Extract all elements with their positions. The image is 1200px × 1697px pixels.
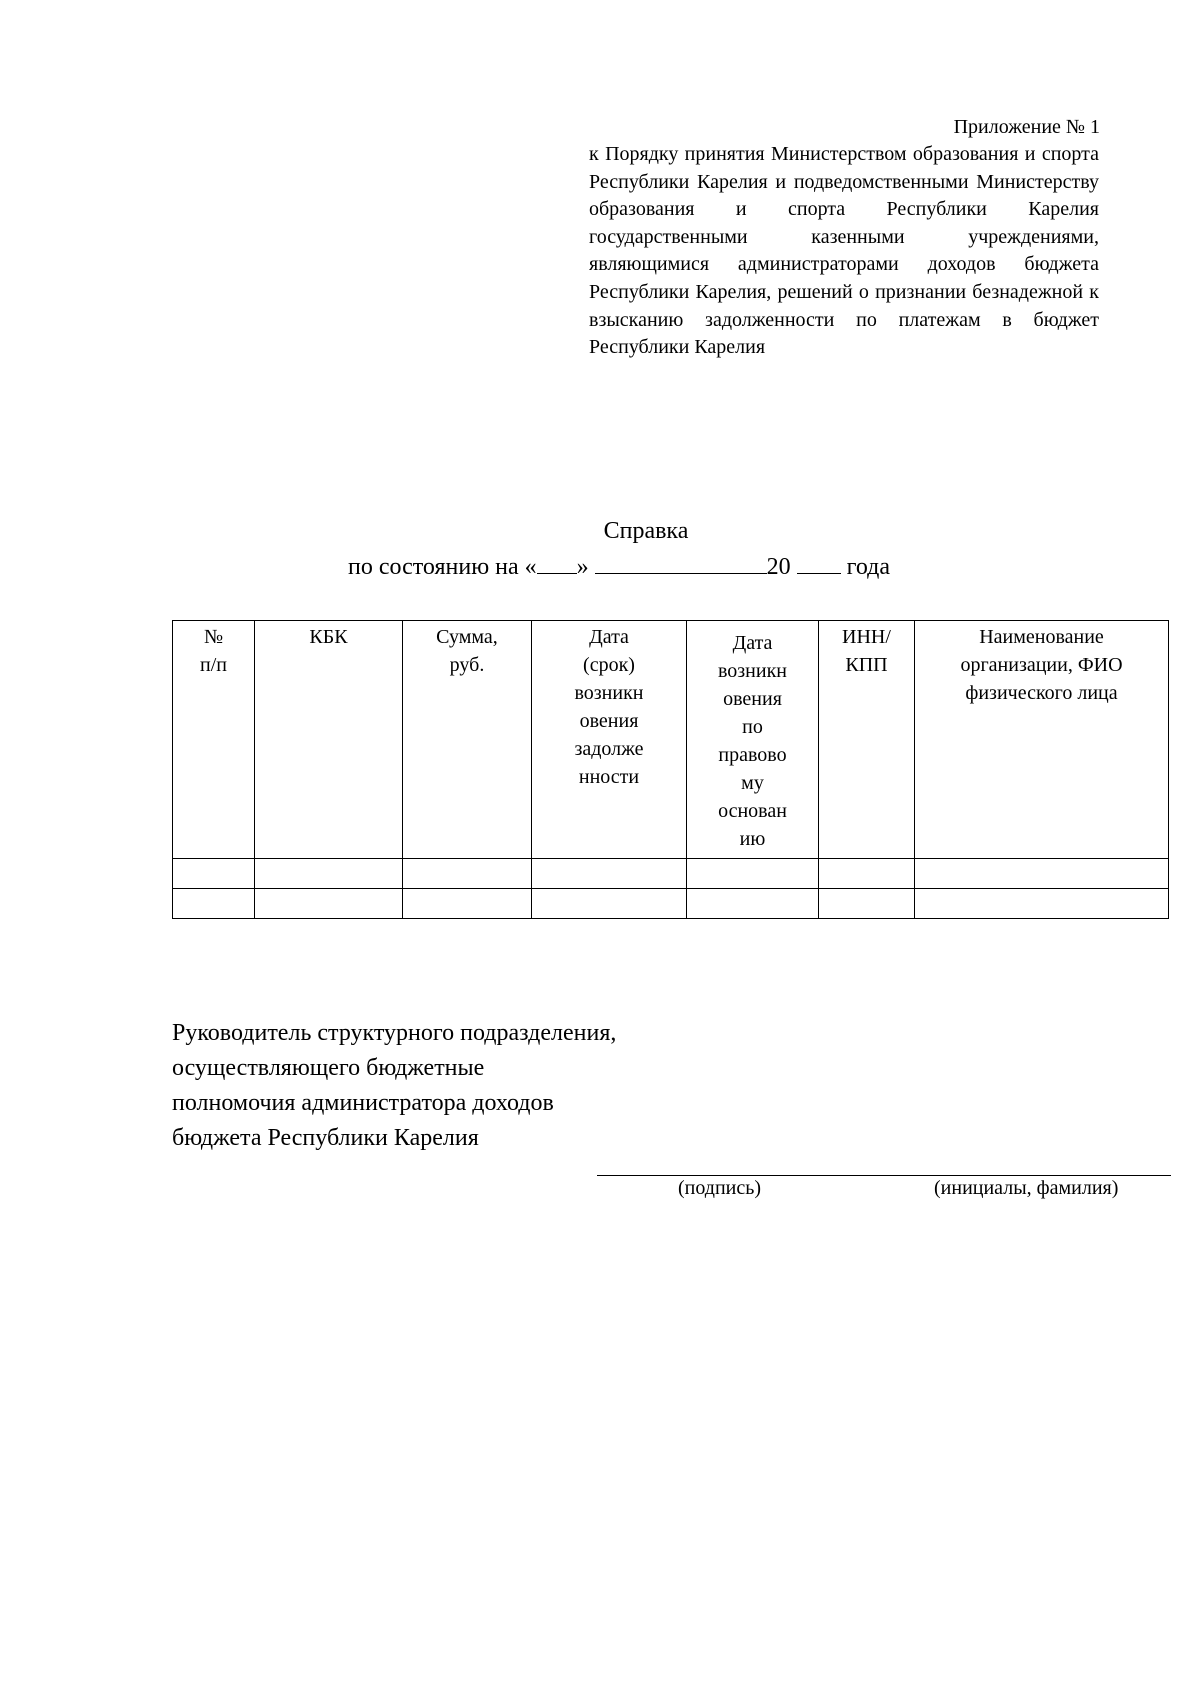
signature-line: осуществляющего бюджетные: [172, 1055, 485, 1081]
date-suffix: года: [846, 554, 891, 580]
table-cell: [255, 889, 403, 919]
debt-table: [172, 620, 1169, 919]
table-cell: [819, 859, 915, 889]
header-line: по: [742, 716, 763, 738]
year-prefix: 20: [766, 554, 791, 580]
signature-underline: [597, 1175, 1171, 1176]
table-cell: [915, 859, 1169, 889]
date-prefix: по состоянию на «: [348, 554, 537, 580]
table-row: [173, 859, 1169, 889]
month-blank: [595, 553, 767, 574]
table-cell: [255, 859, 403, 889]
col-inn-kpp-header: [819, 621, 915, 859]
table-cell: [915, 889, 1169, 919]
header-line: овения: [579, 710, 639, 732]
header-line: Сумма,: [436, 626, 498, 648]
table-cell: [687, 889, 819, 919]
year-blank: [797, 553, 841, 574]
table-cell: [819, 889, 915, 919]
day-blank: [537, 553, 577, 574]
header-line: №: [203, 626, 224, 648]
table-cell: [532, 859, 687, 889]
header-line: руб.: [449, 654, 485, 676]
header-line: Дата: [732, 632, 773, 654]
table-cell: [173, 889, 255, 919]
appendix-title: Приложение № 1: [953, 116, 1100, 138]
header-line: организации, ФИО: [960, 654, 1123, 676]
header-line: Дата: [589, 626, 629, 648]
header-line: му: [741, 772, 764, 794]
col-legal-date-header: [687, 621, 819, 859]
col-number-header: [173, 621, 255, 859]
header-line: ию: [739, 828, 766, 850]
table-header-row: [173, 621, 1169, 859]
header-line: возникн: [717, 660, 788, 682]
appendix-text: к Порядку принятия Министерством образования и спорта Республики Карелия и подведомственными Министерству образования и спорта Республики Карелия государственными казенными учреждениями, являющимися администраторами доходов бюджета Республики Карелия, решений о признании безнадежной к взысканию задолженности по платежам в бюджет Республики Карелия: [589, 143, 1099, 359]
header-line: овения: [723, 688, 782, 710]
table-row: [173, 889, 1169, 919]
header-line: основан: [718, 800, 787, 822]
col-org-name-header: [915, 621, 1169, 859]
header-line: возникн: [574, 682, 644, 704]
header-line: физического лица: [965, 682, 1118, 704]
header-line: ИНН/: [842, 626, 891, 648]
table-cell: [532, 889, 687, 919]
name-caption: (инициалы, фамилия): [934, 1177, 1119, 1199]
header-line: КПП: [845, 654, 888, 676]
date-mid: »: [576, 554, 589, 580]
table-cell: [687, 859, 819, 889]
document-title: Справка: [603, 518, 689, 544]
header-line: нности: [578, 766, 640, 788]
table-cell: [403, 889, 532, 919]
signature-line: Руководитель структурного подразделения,: [172, 1020, 617, 1046]
signature-line: бюджета Республики Карелия: [172, 1125, 479, 1151]
col-debt-date-header: [532, 621, 687, 859]
header-line: правово: [718, 744, 787, 766]
col-kbk-header: [255, 621, 403, 859]
header-line: задолже: [574, 738, 644, 760]
signature-line: полномочия администратора доходов: [172, 1090, 554, 1116]
col-amount-header: [403, 621, 532, 859]
table-cell: [173, 859, 255, 889]
signature-block: [172, 1016, 772, 1156]
table-cell: [403, 859, 532, 889]
header-line: п/п: [200, 654, 227, 676]
date-line: [348, 553, 890, 581]
header-line: Наименование: [979, 626, 1104, 648]
signature-caption: (подпись): [678, 1177, 762, 1199]
header-line: (срок): [583, 654, 635, 676]
header-line: КБК: [309, 626, 348, 648]
